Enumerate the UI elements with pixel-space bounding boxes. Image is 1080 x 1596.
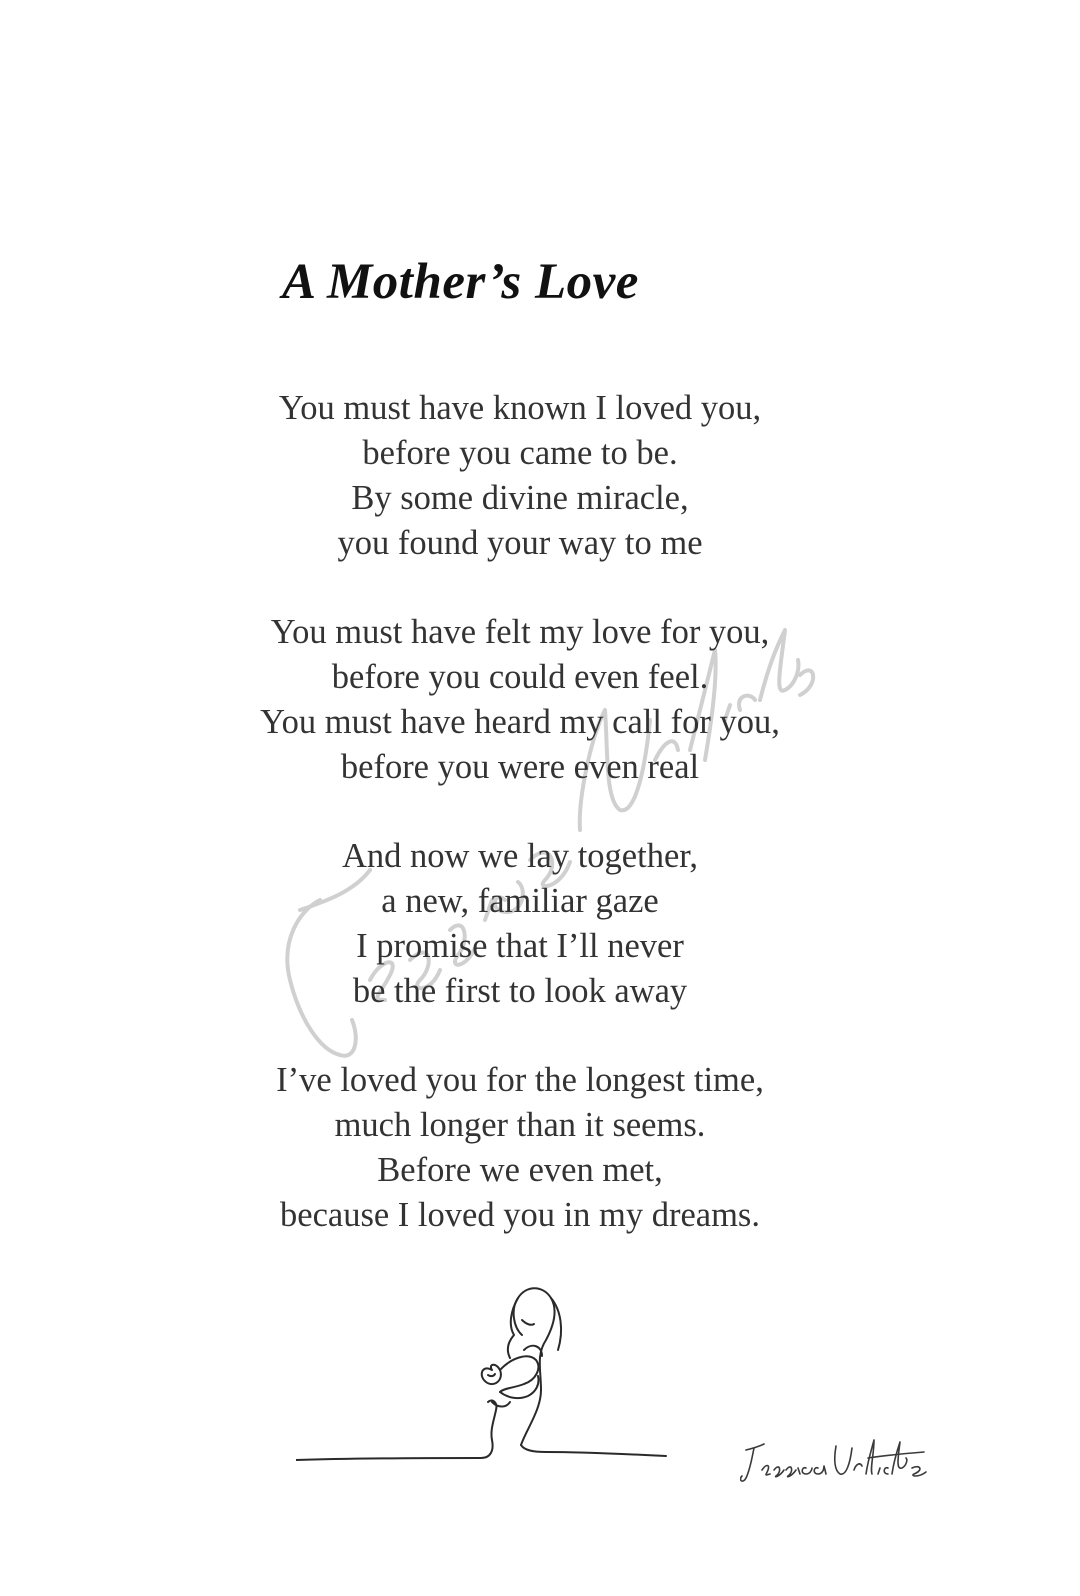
poem-line: You must have heard my call for you, xyxy=(260,703,780,741)
poem-title: A Mother’s Love xyxy=(282,254,639,311)
stanza-1 xyxy=(140,386,900,566)
poem-line: Before we even met, xyxy=(377,1151,663,1189)
stanza-2 xyxy=(140,610,900,790)
mother-baby-line-art-icon xyxy=(296,1280,676,1480)
poem-line: before you could even feel. xyxy=(331,658,709,696)
poem-line: I’ve loved you for the longest time, xyxy=(276,1061,764,1099)
poem-line: a new, familiar gaze xyxy=(381,882,659,920)
poem-line: before you came to be. xyxy=(362,434,678,472)
poem-line: And now we lay together, xyxy=(342,837,698,875)
stanza-4 xyxy=(140,1058,900,1238)
poem-body xyxy=(140,386,900,1282)
poem-line: You must have known I loved you, xyxy=(278,389,762,427)
poem-line: By some divine miracle, xyxy=(351,479,689,517)
poem-line: You must have felt my love for you, xyxy=(270,613,770,651)
poem-line: be the first to look away xyxy=(352,972,688,1010)
poem-line: because I loved you in my dreams. xyxy=(280,1196,760,1234)
poem-line: before you were even real xyxy=(340,748,700,786)
poem-line: you found your way to me xyxy=(337,524,703,562)
author-signature xyxy=(740,1430,930,1490)
poem-line: much longer than it seems. xyxy=(334,1106,706,1144)
stanza-3 xyxy=(140,834,900,1014)
poem-line: I promise that I’ll never xyxy=(356,927,684,965)
